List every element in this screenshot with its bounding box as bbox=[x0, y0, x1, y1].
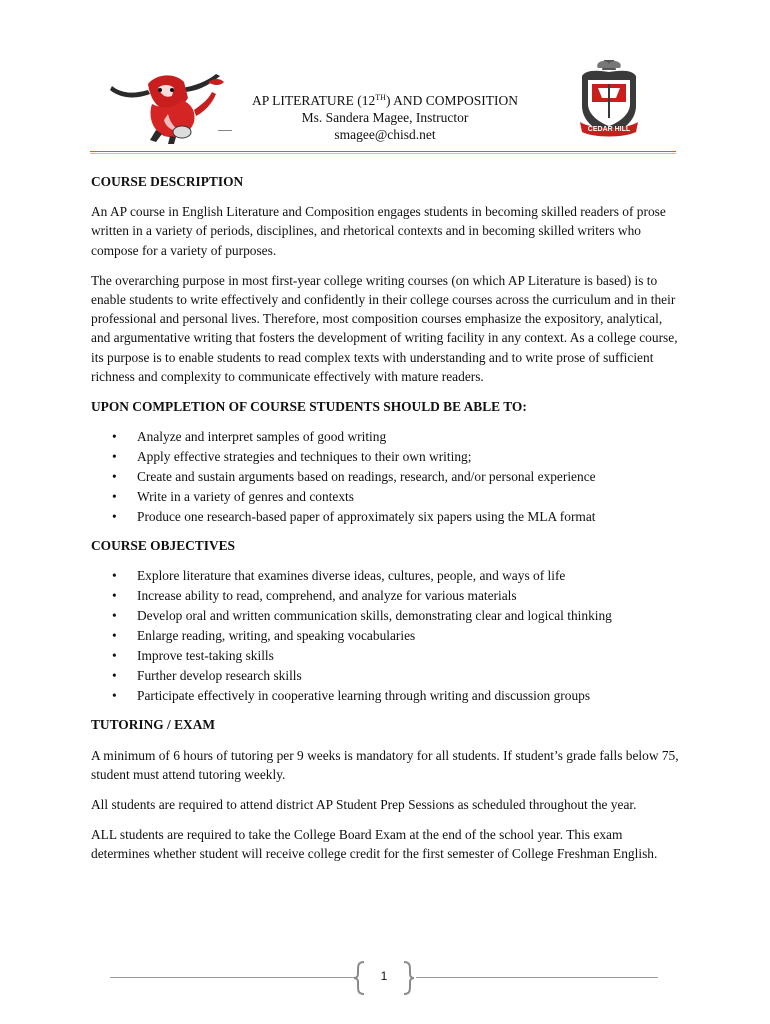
bullet-list bbox=[91, 427, 681, 527]
document-header bbox=[0, 0, 770, 160]
header-divider bbox=[90, 151, 676, 152]
bullet-icon: • bbox=[112, 688, 117, 704]
course-description-section bbox=[91, 172, 681, 386]
section-heading: UPON COMPLETION OF COURSE STUDENTS SHOULD BE ABLE TO: bbox=[91, 399, 527, 415]
paragraph: A minimum of 6 hours of tutoring per 9 weeks is mandatory for all students. If student’s grade falls below 75, student must attend tutoring weekly. bbox=[91, 747, 679, 782]
bullet-icon: • bbox=[112, 568, 117, 584]
list-item: • Create and sustain arguments based on readings, research, and/or personal experience bbox=[91, 467, 681, 487]
page-number: 1 bbox=[380, 969, 388, 983]
instructor-email: smagee@chisd.net bbox=[334, 127, 436, 142]
course-title: AP LITERATURE (12TH) AND COMPOSITION bbox=[252, 93, 518, 108]
list-item: • Explore literature that examines diverse ideas, cultures, people, and ways of life bbox=[91, 566, 681, 586]
list-item: • Participate effectively in cooperative learning through writing and discussion groups bbox=[91, 686, 681, 706]
bullet-icon: • bbox=[112, 449, 117, 465]
list-item: • Produce one research-based paper of approximately six papers using the MLA format bbox=[91, 507, 681, 527]
footer-rule-right bbox=[416, 977, 658, 978]
bullet-icon: • bbox=[112, 648, 117, 664]
tutoring-exam-section bbox=[91, 715, 681, 863]
instructor-name: Ms. Sandera Magee, Instructor bbox=[301, 110, 469, 125]
paragraph: An AP course in English Literature and Composition engages students in becoming skilled readers of prose written in a variety of periods, disciplines, and rhetorical contexts and in becoming skilled writers who compose for a variety of purposes. bbox=[91, 204, 666, 258]
list-item: • Increase ability to read, comprehend, and analyze for various materials bbox=[91, 586, 681, 606]
paragraph: The overarching purpose in most first-year college writing courses (on which AP Literature is based) is to enable students to write effectively and confidently in their college courses across the curriculum and in their professional and personal lives. Therefore, most composition courses emphasize the expository, analytical, and argumentative writing that fosters the development of writing facility in any context. As a college course, its purpose is to enable students to read complex texts with understanding and to write prose of sufficient richness and complexity to communicate effectively with mature readers. bbox=[91, 272, 678, 384]
list-item: • Analyze and interpret samples of good writing bbox=[91, 427, 681, 447]
bullet-icon: • bbox=[112, 608, 117, 624]
paragraph: ALL students are required to take the College Board Exam at the end of the school year. This exam determines whether student will receive college credit for the first semester of College Freshman English. bbox=[91, 827, 658, 862]
bullet-icon: • bbox=[112, 469, 117, 485]
page-footer bbox=[110, 960, 658, 996]
list-item: • Enlarge reading, writing, and speaking vocabularies bbox=[91, 626, 681, 646]
paragraph: All students are required to attend district AP Student Prep Sessions as scheduled throughout the year. bbox=[91, 797, 637, 813]
completion-section bbox=[91, 397, 681, 527]
section-heading: TUTORING / EXAM bbox=[91, 717, 216, 733]
list-item: • Improve test-taking skills bbox=[91, 646, 681, 666]
list-item: • Further develop research skills bbox=[91, 666, 681, 686]
footer-rule-left bbox=[110, 977, 354, 978]
bullet-icon: • bbox=[112, 668, 117, 684]
bullet-icon: • bbox=[112, 429, 117, 445]
list-item: • Apply effective strategies and techniques to their own writing; bbox=[91, 447, 681, 467]
document-body bbox=[91, 172, 681, 875]
svg-text:CEDAR HILL: CEDAR HILL bbox=[587, 126, 631, 133]
section-heading: COURSE DESCRIPTION bbox=[91, 174, 244, 189]
course-title-block bbox=[200, 92, 570, 143]
list-item: • Write in a variety of genres and contexts bbox=[91, 487, 681, 507]
list-item: • Develop oral and written communication skills, demonstrating clear and logical thinking bbox=[91, 606, 681, 626]
bullet-icon: • bbox=[112, 628, 117, 644]
bullet-icon: • bbox=[112, 489, 117, 505]
bullet-icon: • bbox=[112, 588, 117, 604]
bullet-list bbox=[91, 566, 681, 706]
cedar-hill-crest-icon bbox=[576, 58, 642, 144]
bullet-icon: • bbox=[112, 509, 117, 525]
header-divider-shadow bbox=[90, 153, 676, 154]
section-heading: COURSE OBJECTIVES bbox=[91, 538, 235, 554]
course-objectives-section bbox=[91, 536, 681, 706]
